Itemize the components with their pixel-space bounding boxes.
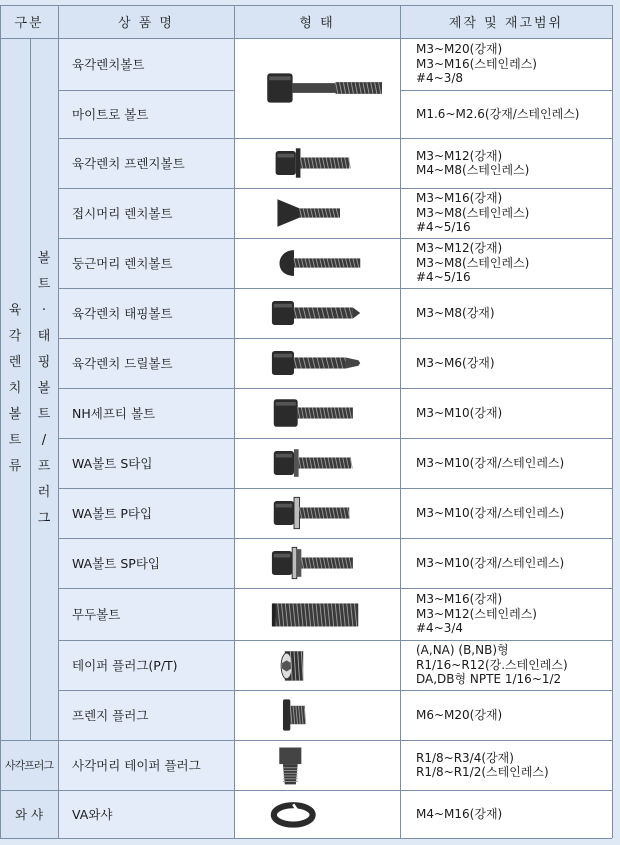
category-char: 프 <box>37 459 51 474</box>
table-rule <box>400 90 612 91</box>
category-char: 치 <box>8 381 22 396</box>
table-row-name <box>58 238 234 288</box>
table-rule <box>400 5 401 838</box>
category-char: 러 <box>37 485 51 500</box>
product-name: WA볼트 P타입 <box>72 506 153 521</box>
flange-socket-bolt-icon <box>252 140 382 186</box>
category-char: 핑 <box>37 355 51 370</box>
table-row-name <box>58 690 234 740</box>
wa-bolt-p-type-icon <box>252 490 382 536</box>
spec-line: M3~M8(스테인레스) <box>416 205 530 220</box>
table-row-name <box>58 90 234 138</box>
table-rule <box>58 388 612 389</box>
category-char: 태 <box>37 329 51 344</box>
table-row-shape <box>234 438 400 488</box>
nh-safety-bolt-icon <box>252 390 382 436</box>
product-name: 접시머리 렌치볼트 <box>72 206 173 221</box>
table-rule <box>58 188 612 189</box>
category-char: 렌 <box>8 355 22 370</box>
table-row-name <box>58 38 234 90</box>
table-rule <box>58 488 612 489</box>
category-char: 트 <box>37 277 51 292</box>
set-screw-icon <box>252 590 382 638</box>
table-row-name <box>58 588 234 640</box>
spec-line: M3~M6(강재) <box>416 355 495 370</box>
table-row-shape <box>234 488 400 538</box>
spec-line: M6~M20(강재) <box>416 707 503 722</box>
spec-line: M3~M10(강재) <box>416 405 503 420</box>
table-row-name <box>58 790 234 838</box>
product-name: 육각렌치 드릴볼트 <box>72 356 173 371</box>
table-row-shape <box>234 538 400 588</box>
product-name: 프렌지 플러그 <box>72 708 149 723</box>
table-row-shape <box>234 238 400 288</box>
category-hex-socket-bolts <box>0 38 30 740</box>
spec-line: M3~M12(스테인레스) <box>416 606 537 621</box>
product-name: 무두볼트 <box>72 607 121 622</box>
table-row-name <box>58 640 234 690</box>
category-square-plug <box>0 740 58 790</box>
table-rule <box>58 238 612 239</box>
table-row-spec <box>400 388 612 438</box>
spec-line: M3~M8(스테인레스) <box>416 255 530 270</box>
spec-line: M3~M12(강재) <box>416 241 503 256</box>
table-row-shape <box>234 588 400 640</box>
product-name: 육각렌치 프렌지볼트 <box>72 156 185 171</box>
spec-line: M3~M16(강재) <box>416 592 503 607</box>
spec-line: M4~M16(강재) <box>416 806 503 821</box>
taper-plug-icon <box>252 642 382 688</box>
spec-line: DA,DB형 NPTE 1/16~1/2 <box>416 672 562 687</box>
table-rule <box>58 90 234 91</box>
socket-head-cap-bolt-icon <box>252 48 382 128</box>
table-row-spec <box>400 288 612 338</box>
product-name: NH세프티 볼트 <box>72 406 156 421</box>
table-rule <box>58 588 612 589</box>
table-row-spec <box>400 238 612 288</box>
spec-line: M3~M12(강재) <box>416 148 503 163</box>
category-square-plug-label: 사각프러그 <box>4 759 54 772</box>
category-char: 각 <box>8 329 22 344</box>
category-char: · <box>41 303 47 318</box>
table-row-spec <box>400 438 612 488</box>
table-rule <box>0 790 612 791</box>
spec-line: M4~M8(스테인레스) <box>416 163 530 177</box>
spec-line: R1/8~R1/2(스테인레스) <box>416 765 549 779</box>
header-range <box>400 5 612 38</box>
category-washer-label: 와 샤 <box>14 807 44 822</box>
spec-line: M3~M10(강재/스테인레스) <box>416 455 565 470</box>
product-name: 육각렌치볼트 <box>72 57 145 72</box>
table-rule <box>58 640 612 641</box>
table-row-name <box>58 388 234 438</box>
table-rule <box>58 5 59 838</box>
table-rule <box>58 438 612 439</box>
table-rule <box>58 138 612 139</box>
table-row-spec <box>400 338 612 388</box>
category-char: 육 <box>8 303 22 318</box>
header-shape-label: 형 태 <box>299 16 335 31</box>
table-row-spec <box>400 90 612 138</box>
table-row-spec <box>400 538 612 588</box>
table-row-shape <box>234 790 400 838</box>
table-row-shape <box>234 38 400 138</box>
table-row-name <box>58 288 234 338</box>
spec-line: M3~M16(강재) <box>416 191 503 206</box>
spec-line: M1.6~M2.6(강재/스테인레스) <box>416 106 580 121</box>
table-rule <box>58 538 612 539</box>
subcategory-bolts-plugs-label <box>38 246 51 532</box>
header-product <box>58 5 234 38</box>
spec-line: M3~M16(스테인레스) <box>416 56 537 71</box>
category-char: / <box>41 433 47 448</box>
product-name: 둥근머리 렌치볼트 <box>72 256 173 271</box>
category-washer <box>0 790 58 838</box>
table-rule <box>0 38 612 39</box>
table-rule <box>58 338 612 339</box>
product-name: 육각렌치 태핑볼트 <box>72 306 173 321</box>
subcategory-bolts-plugs <box>30 38 58 740</box>
category-hex-socket-bolts-label <box>9 298 22 480</box>
spec-line: #4~3/8 <box>416 71 464 86</box>
header-range-label: 제작 및 재고범위 <box>448 16 564 31</box>
table-row-spec <box>400 640 612 690</box>
spec-line: #4~5/16 <box>416 270 471 285</box>
table-row-spec <box>400 740 612 790</box>
wa-bolt-sp-type-icon <box>252 540 382 586</box>
spring-washer-icon <box>252 792 382 836</box>
product-name: WA볼트 SP타입 <box>72 556 160 571</box>
table-row-shape <box>234 690 400 740</box>
category-char: 트 <box>37 407 51 422</box>
table-rule <box>0 740 612 741</box>
table-row-spec <box>400 38 612 90</box>
table-row-shape <box>234 388 400 438</box>
table-rule <box>0 5 612 6</box>
table-row-spec <box>400 188 612 238</box>
table-rule <box>234 5 235 838</box>
spec-line: M3~M10(강재/스테인레스) <box>416 555 565 570</box>
table-rule <box>612 5 613 838</box>
product-name: WA볼트 S타입 <box>72 456 153 471</box>
flange-plug-icon <box>252 692 382 738</box>
header-product-label: 상 품 명 <box>118 16 174 31</box>
header-category <box>0 5 58 38</box>
table-row-spec <box>400 138 612 188</box>
category-char: 볼 <box>37 251 51 266</box>
table-row-shape <box>234 740 400 790</box>
table-row-name <box>58 740 234 790</box>
table-row-name <box>58 188 234 238</box>
table-row-shape <box>234 138 400 188</box>
table-row-name <box>58 138 234 188</box>
table-row-spec <box>400 488 612 538</box>
wa-bolt-s-type-icon <box>252 440 382 486</box>
table-row-spec <box>400 690 612 740</box>
category-char: 그 <box>37 511 51 526</box>
header-shape <box>234 5 400 38</box>
category-char: 볼 <box>37 381 51 396</box>
flat-head-socket-bolt-icon <box>252 190 382 236</box>
category-char: 트 <box>8 433 22 448</box>
table-rule <box>58 288 612 289</box>
table-row-spec <box>400 588 612 640</box>
table-row-name <box>58 488 234 538</box>
socket-tapping-bolt-icon <box>252 290 382 336</box>
spec-line: M3~M20(강재) <box>416 42 503 57</box>
table-rule <box>58 690 612 691</box>
product-name: 테이퍼 플러그(P/T) <box>72 658 178 673</box>
spec-line: #4~5/16 <box>416 220 471 235</box>
table-row-shape <box>234 338 400 388</box>
table-rule <box>0 838 612 839</box>
square-head-taper-plug-icon <box>252 742 382 788</box>
table-row-shape <box>234 188 400 238</box>
product-name: VA와샤 <box>72 807 113 822</box>
spec-line: R1/16~R12(강.스테인레스) <box>416 657 568 672</box>
button-head-socket-bolt-icon <box>252 240 382 286</box>
table-row-name <box>58 438 234 488</box>
table-row-shape <box>234 288 400 338</box>
table-rule <box>0 5 1 838</box>
spec-line: #4~3/4 <box>416 621 464 636</box>
socket-drill-bolt-icon <box>252 340 382 386</box>
table-row-shape <box>234 640 400 690</box>
table-row-name <box>58 538 234 588</box>
spec-line: M3~M10(강재/스테인레스) <box>416 505 565 520</box>
table-row-name <box>58 338 234 388</box>
category-char: 볼 <box>8 407 22 422</box>
header-category-label: 구분 <box>14 16 44 31</box>
table-row-spec <box>400 790 612 838</box>
category-char: 류 <box>8 459 22 474</box>
spec-line: R1/8~R3/4(강재) <box>416 750 514 765</box>
spec-line: (A,NA) (B,NB)형 <box>416 643 509 658</box>
product-name: 사각머리 테이퍼 플러그 <box>72 758 201 773</box>
table-rule <box>30 38 31 740</box>
product-name: 마이트로 볼트 <box>72 107 149 122</box>
spec-line: M3~M8(강재) <box>416 305 495 320</box>
